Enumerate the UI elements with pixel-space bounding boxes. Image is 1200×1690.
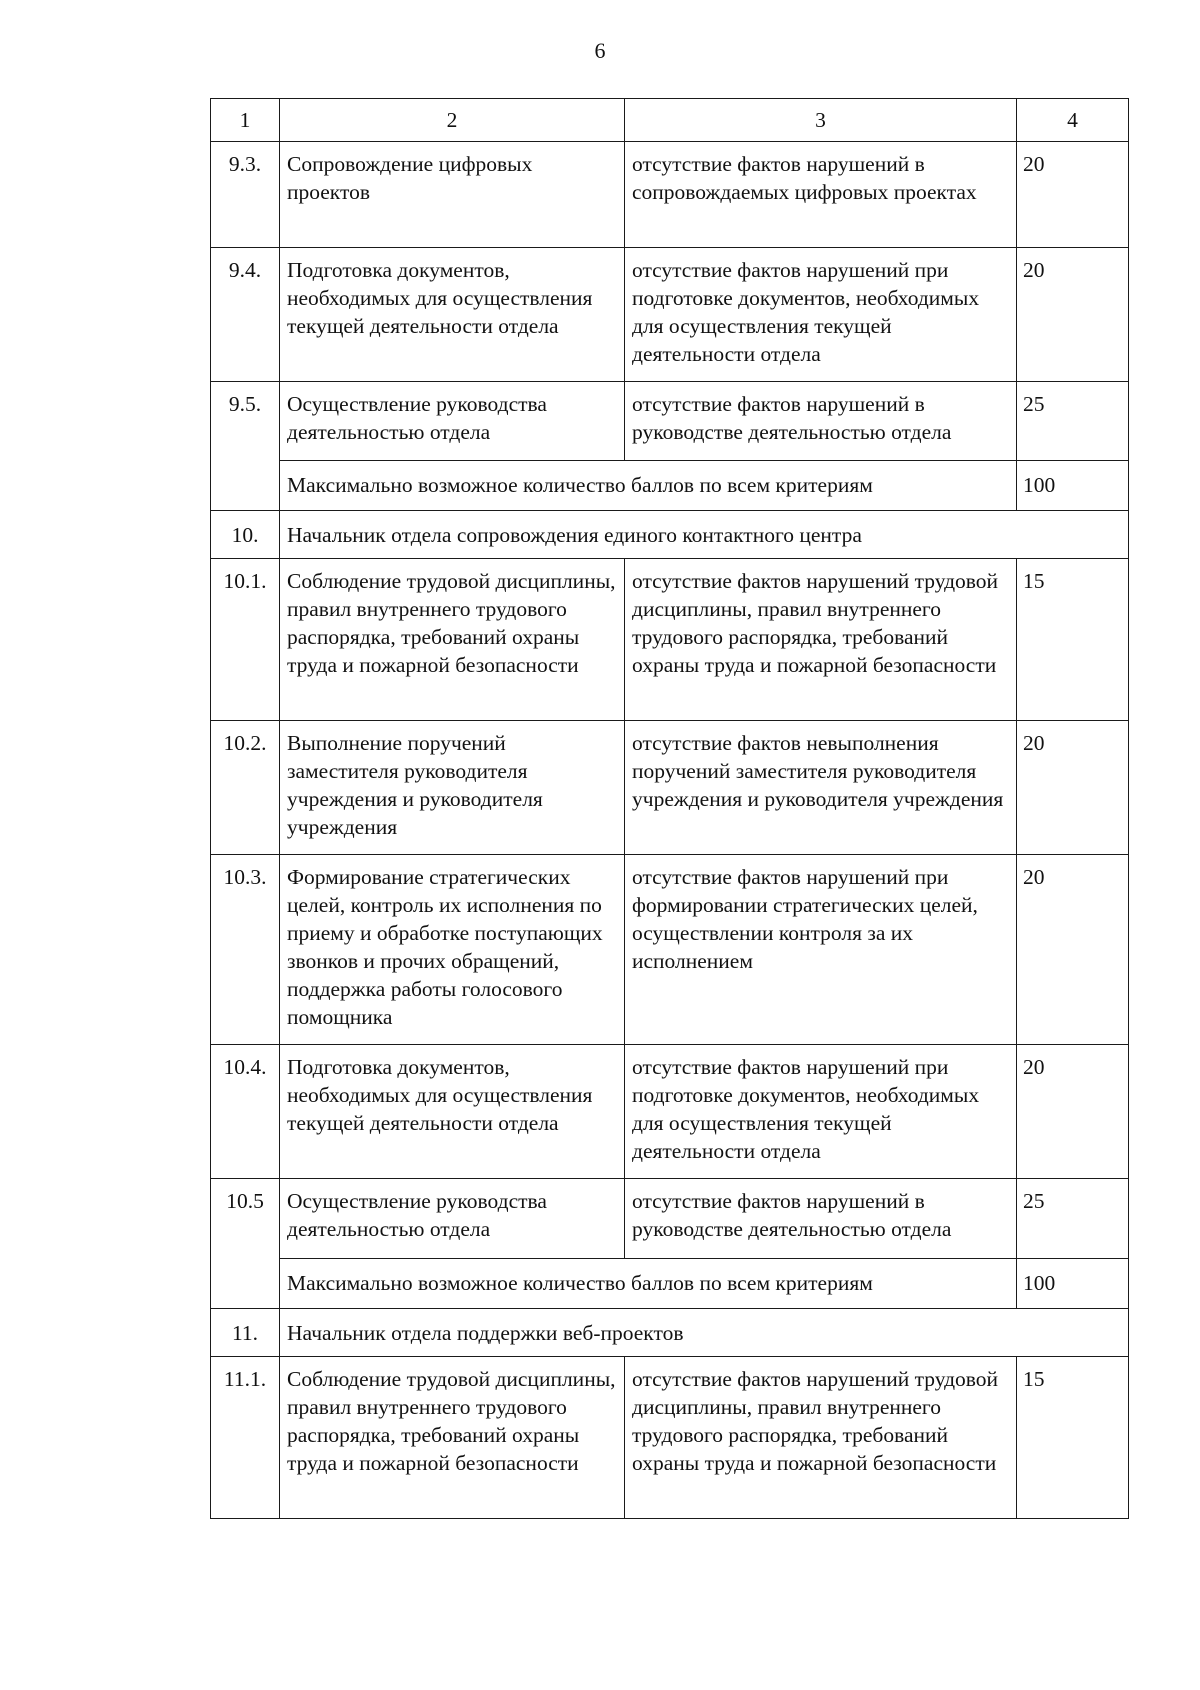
row-number: 9.5. [211,382,280,511]
section-row [211,511,1129,559]
page-number: 6 [594,38,606,63]
section-number: 10. [211,511,280,559]
indicator-cell: отсутствие фактов нарушений трудовой дисциплины, правил внутреннего трудового распорядка, требований охраны труда и пожарной безопасности [625,559,1017,721]
table-row [211,1357,1129,1519]
row-number: 10.4. [211,1045,280,1179]
indicator-cell: отсутствие фактов нарушений при подготовке документов, необходимых для осуществления текущей деятельности отдела [625,1045,1017,1179]
criterion-cell: Сопровождение цифровых проектов [280,142,625,248]
points-cell: 20 [1017,248,1129,382]
points-cell: 20 [1017,142,1129,248]
criterion-cell: Соблюдение трудовой дисциплины, правил внутреннего трудового распорядка, требований охраны труда и пожарной безопасности [280,1357,625,1519]
row-number: 9.3. [211,142,280,248]
indicator-cell: отсутствие фактов невыполнения поручений заместителя руководителя учреждения и руководителя учреждения [625,721,1017,855]
indicator-cell: отсутствие фактов нарушений при формировании стратегических целей, осуществлении контроля за их исполнением [625,855,1017,1045]
row-number: 10.1. [211,559,280,721]
criterion-cell: Осуществление руководства деятельностью отдела [280,1179,625,1259]
table-row [211,1179,1129,1259]
max-score-row [211,1259,1129,1309]
header-cell: 4 [1017,99,1129,142]
points-cell: 20 [1017,721,1129,855]
points-cell: 20 [1017,855,1129,1045]
criterion-cell: Формирование стратегических целей, контроль их исполнения по приему и обработке поступающих звонков и прочих обращений, поддержка работы голосового помощника [280,855,625,1045]
criterion-cell: Выполнение поручений заместителя руководителя учреждения и руководителя учреждения [280,721,625,855]
criterion-cell: Соблюдение трудовой дисциплины, правил внутреннего трудового распорядка, требований охраны труда и пожарной безопасности [280,559,625,721]
points-cell: 15 [1017,1357,1129,1519]
section-title: Начальник отдела поддержки веб-проектов [280,1309,1129,1357]
row-number: 10.3. [211,855,280,1045]
indicator-cell: отсутствие фактов нарушений трудовой дисциплины, правил внутреннего трудового распорядка, требований охраны труда и пожарной безопасности [625,1357,1017,1519]
table-row [211,142,1129,248]
max-score-value: 100 [1017,1259,1129,1309]
header-cell: 2 [280,99,625,142]
criterion-cell: Осуществление руководства деятельностью отдела [280,382,625,461]
points-cell: 15 [1017,559,1129,721]
header-cell: 3 [625,99,1017,142]
row-number: 10.2. [211,721,280,855]
points-cell: 20 [1017,1045,1129,1179]
points-cell: 25 [1017,382,1129,461]
section-number: 11. [211,1309,280,1357]
table-row [211,559,1129,721]
criterion-cell: Подготовка документов, необходимых для осуществления текущей деятельности отдела [280,1045,625,1179]
table-row [211,855,1129,1045]
indicator-cell: отсутствие фактов нарушений в сопровождаемых цифровых проектах [625,142,1017,248]
max-score-row [211,461,1129,511]
points-cell: 25 [1017,1179,1129,1259]
max-score-label: Максимально возможное количество баллов по всем критериям [280,461,1017,511]
row-number: 9.4. [211,248,280,382]
header-cell: 1 [211,99,280,142]
indicator-cell: отсутствие фактов нарушений в руководстве деятельностью отдела [625,382,1017,461]
indicator-cell: отсутствие фактов нарушений в руководстве деятельностью отдела [625,1179,1017,1259]
table-row [211,248,1129,382]
table-row [211,1045,1129,1179]
row-number: 11.1. [211,1357,280,1519]
criteria-table [210,98,1129,1519]
row-number: 10.5 [211,1179,280,1309]
table-row [211,382,1129,461]
max-score-label: Максимально возможное количество баллов по всем критериям [280,1259,1017,1309]
criterion-cell: Подготовка документов, необходимых для осуществления текущей деятельности отдела [280,248,625,382]
section-title: Начальник отдела сопровождения единого контактного центра [280,511,1129,559]
table-header-row [211,99,1129,142]
max-score-value: 100 [1017,461,1129,511]
section-row [211,1309,1129,1357]
table-row [211,721,1129,855]
indicator-cell: отсутствие фактов нарушений при подготовке документов, необходимых для осуществления текущей деятельности отдела [625,248,1017,382]
